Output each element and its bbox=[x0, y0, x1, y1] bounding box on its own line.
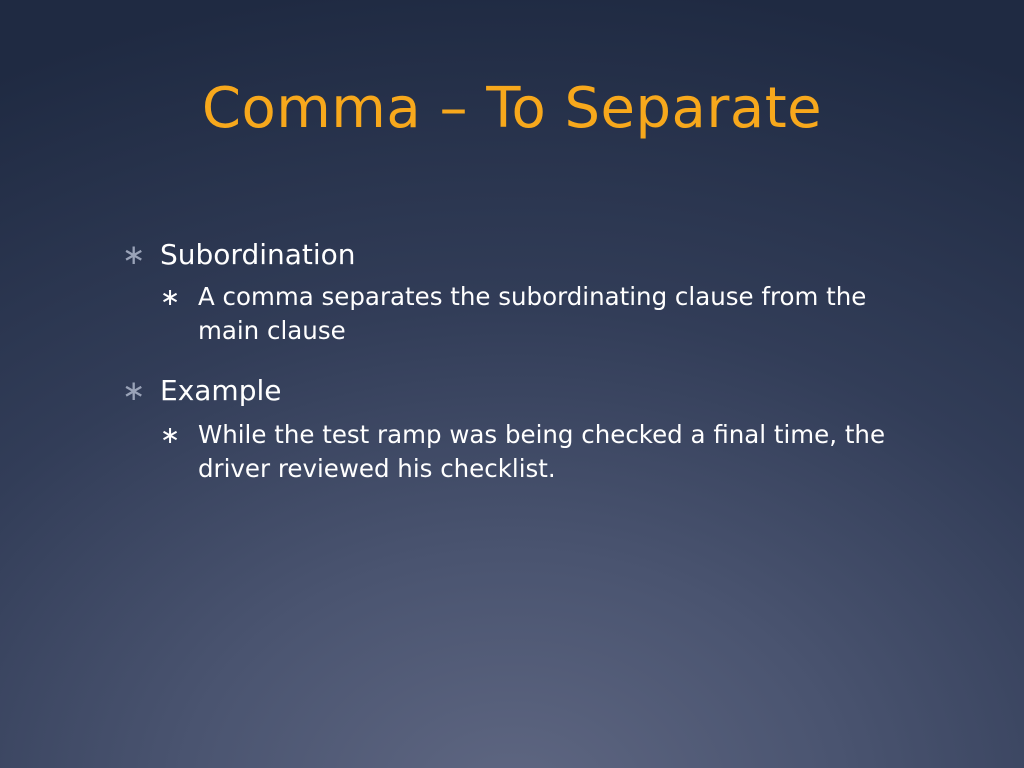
sub-bullet-text: While the test ramp was being checked a final time, the driver reviewed his checklist. bbox=[198, 420, 886, 483]
bullet-group-example bbox=[122, 372, 922, 486]
asterisk-bullet-icon: ∗ bbox=[160, 421, 181, 449]
asterisk-bullet-icon: ∗ bbox=[160, 283, 181, 311]
bullet-label: Subordination bbox=[160, 238, 356, 271]
bullet-item bbox=[122, 372, 922, 410]
bullet-item bbox=[122, 236, 922, 274]
asterisk-bullet-icon: ∗ bbox=[122, 374, 146, 407]
slide-title: Comma – To Separate bbox=[201, 76, 823, 141]
sub-bullet-item bbox=[160, 418, 898, 486]
bullet-group-subordination bbox=[122, 236, 922, 348]
asterisk-bullet-icon: ∗ bbox=[122, 238, 146, 271]
slide-content bbox=[122, 236, 922, 486]
sub-bullet-text: A comma separates the subordinating clause from the main clause bbox=[198, 282, 867, 345]
sub-bullet-item bbox=[160, 280, 898, 348]
bullet-label: Example bbox=[160, 374, 282, 407]
